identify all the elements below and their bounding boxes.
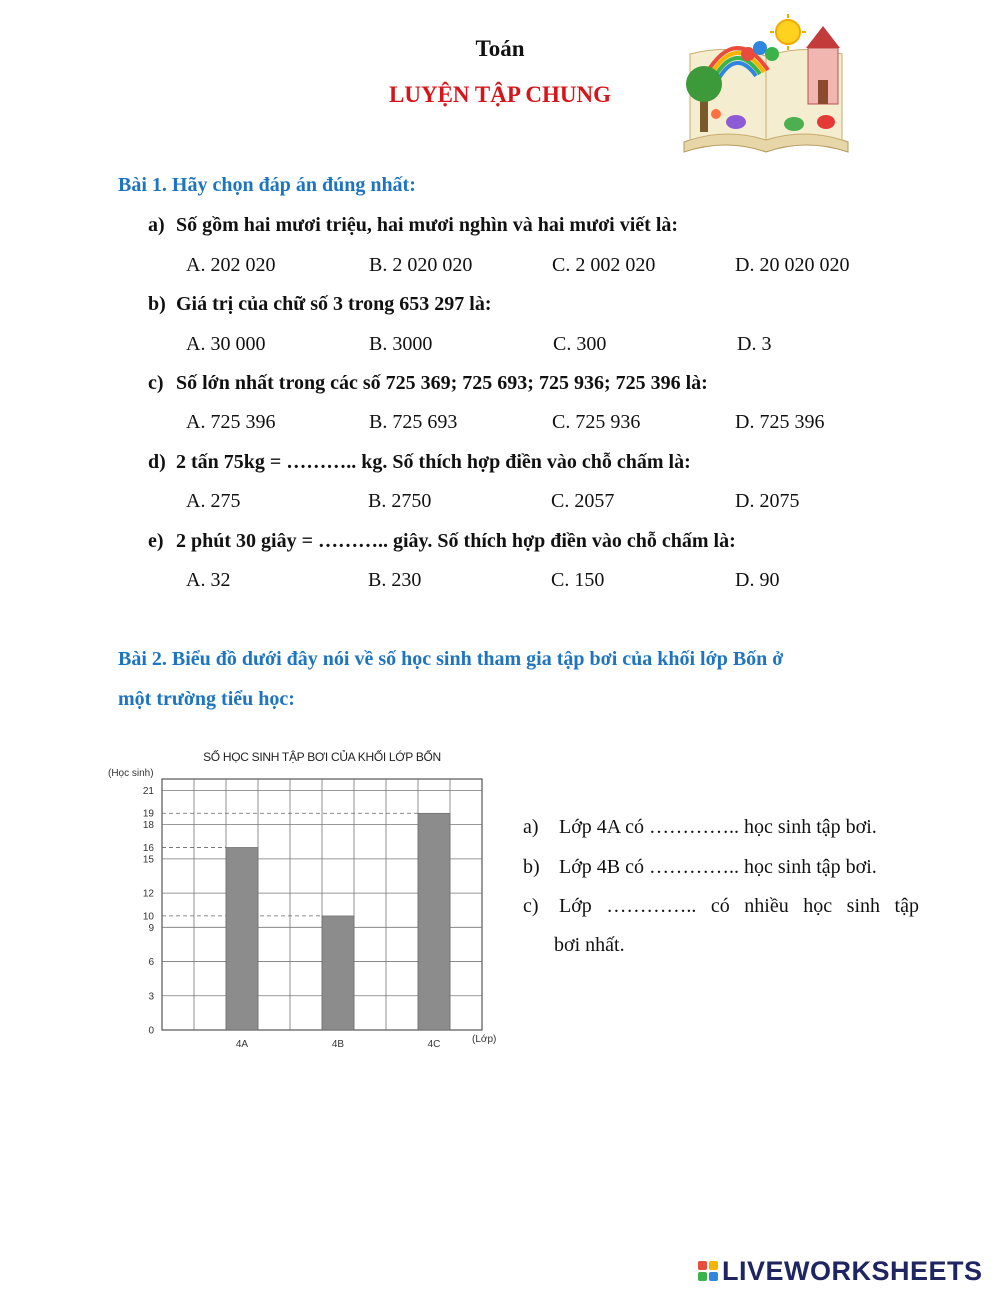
option-a-A[interactable]: A. 202 020	[186, 254, 276, 276]
option-d-B[interactable]: B. 2750	[368, 490, 432, 512]
y-tick-label: 21	[142, 785, 154, 797]
exercise-2-title: Bài 2. Biểu đồ dưới đây nói về số học sinh tham gia tập bơi của khối lớp Bốn ở	[118, 648, 784, 670]
y-tick-label: 9	[148, 922, 154, 934]
question-label: e)	[148, 530, 164, 552]
option-a-D[interactable]: D. 20 020 020	[735, 254, 850, 276]
blank-text[interactable]: Lớp 4A có ………….. học sinh tập bơi.	[559, 816, 877, 838]
option-d-C[interactable]: C. 2057	[551, 490, 615, 512]
question-e	[148, 530, 736, 553]
option-a-C[interactable]: C. 2 002 020	[552, 254, 656, 276]
y-axis-label: (Học sinh)	[108, 768, 154, 779]
option-c-B[interactable]: B. 725 693	[369, 411, 458, 433]
y-tick-label: 3	[148, 991, 154, 1003]
blank-text[interactable]: Lớp ………….. có nhiều học sinh tập	[559, 895, 919, 917]
y-tick-label: 10	[142, 911, 154, 923]
question-a	[148, 214, 678, 237]
question-b	[148, 293, 492, 316]
question-text: 2 phút 30 giây = ……….. giây. Số thích hợp điền vào chỗ chấm là:	[176, 530, 736, 552]
question-d	[148, 451, 691, 474]
question-text: Số lớn nhất trong các số 725 369; 725 693; 725 936; 725 396 là:	[176, 372, 708, 394]
blank-question-b	[523, 856, 877, 879]
option-e-C[interactable]: C. 150	[551, 569, 605, 591]
option-b-D[interactable]: D. 3	[737, 333, 772, 355]
storybook-illustration	[676, 14, 856, 156]
bar-4A	[226, 847, 258, 1030]
option-c-A[interactable]: A. 725 396	[186, 411, 276, 433]
liveworksheets-logo	[698, 1253, 983, 1289]
question-text: 2 tấn 75kg = ……….. kg. Số thích hợp điền vào chỗ chấm là:	[176, 451, 691, 473]
question-text: Giá trị của chữ số 3 trong 653 297 là:	[176, 293, 492, 315]
option-c-C[interactable]: C. 725 936	[552, 411, 641, 433]
option-d-D[interactable]: D. 2075	[735, 490, 800, 512]
blank-text[interactable]: Lớp 4B có ………….. học sinh tập bơi.	[559, 856, 877, 878]
option-e-B[interactable]: B. 230	[368, 569, 422, 591]
x-tick-label: 4B	[331, 1039, 345, 1050]
question-c	[148, 372, 708, 395]
option-a-B[interactable]: B. 2 020 020	[369, 254, 473, 276]
y-tick-label: 15	[142, 854, 154, 866]
y-tick-label: 19	[142, 808, 154, 820]
x-axis-label: (Lớp)	[472, 1034, 497, 1045]
chart-title: SỐ HỌC SINH TẬP BƠI CỦA KHỐI LỚP BỐN	[203, 750, 441, 764]
blank-question-a	[523, 816, 877, 839]
y-tick-label: 18	[142, 820, 154, 832]
question-text: Số gồm hai mươi triệu, hai mươi nghìn và hai mươi viết là:	[176, 214, 679, 236]
blank-label: a)	[523, 816, 539, 838]
option-b-C[interactable]: C. 300	[553, 333, 607, 355]
exercise-1-title: Bài 1. Hãy chọn đáp án đúng nhất:	[118, 174, 416, 196]
exercise-2-title-cont: một trường tiểu học:	[118, 688, 295, 710]
bar-4C	[418, 813, 450, 1030]
x-tick-label: 4A	[235, 1039, 249, 1050]
y-tick-label: 12	[142, 888, 154, 900]
option-e-A[interactable]: A. 32	[186, 569, 231, 591]
question-label: a)	[148, 214, 165, 236]
y-tick-label: 6	[148, 957, 154, 969]
option-b-A[interactable]: A. 30 000	[186, 333, 266, 355]
lesson-title: LUYỆN TẬP CHUNG	[389, 82, 611, 107]
bar-4B	[322, 916, 354, 1030]
blank-label: b)	[523, 856, 540, 878]
option-d-A[interactable]: A. 275	[186, 490, 241, 512]
blank-question-c	[523, 895, 919, 918]
question-label: c)	[148, 372, 164, 394]
y-tick-label: 0	[148, 1025, 154, 1037]
y-tick-label: 16	[142, 842, 154, 854]
logo-squares-icon	[698, 1261, 718, 1281]
question-label: d)	[148, 451, 166, 473]
question-label: b)	[148, 293, 166, 315]
option-b-B[interactable]: B. 3000	[369, 333, 433, 355]
option-e-D[interactable]: D. 90	[735, 569, 780, 591]
option-c-D[interactable]: D. 725 396	[735, 411, 825, 433]
swimming-students-bar-chart	[100, 742, 510, 1062]
x-tick-label: 4C	[427, 1039, 441, 1050]
logo-text: LIVEWORKSHEETS	[722, 1255, 983, 1286]
blank-question-c-cont: bơi nhất.	[554, 934, 625, 956]
blank-label: c)	[523, 895, 539, 917]
subject-title: Toán	[475, 36, 525, 61]
